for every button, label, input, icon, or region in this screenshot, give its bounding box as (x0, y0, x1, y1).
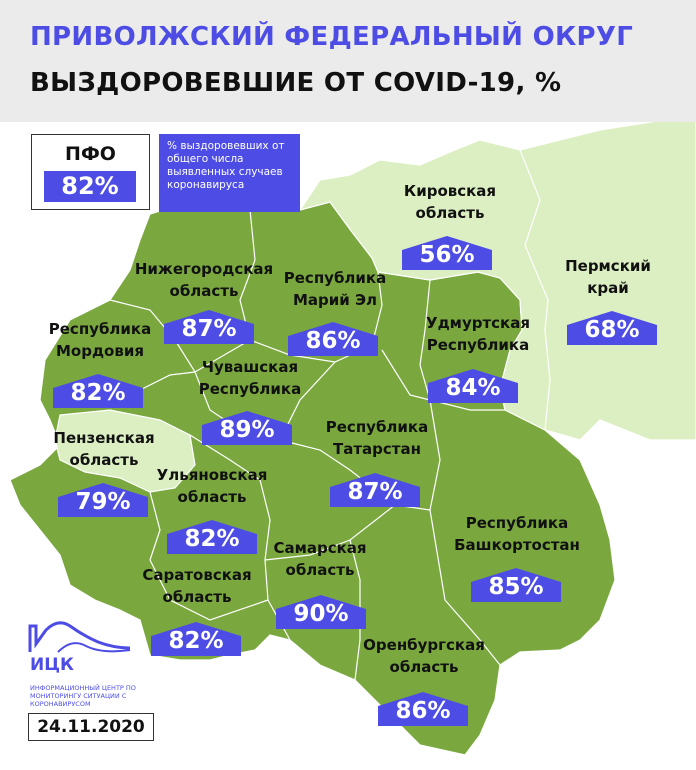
region-value-badge-penza (58, 483, 148, 517)
region-value: 68% (584, 317, 640, 343)
region-value: 86% (395, 698, 451, 724)
region-value-badge-ulyanovsk (167, 520, 257, 554)
region-value: 90% (293, 601, 349, 627)
region-name-ulyanovsk (157, 464, 268, 508)
region-name-kirov (404, 180, 496, 224)
region-name-line: область (177, 488, 247, 506)
region-value-badge-saratov (151, 622, 241, 656)
region-name-line: Мордовия (55, 342, 145, 360)
region-name-line: Республика (465, 514, 569, 532)
region-name-line: область (285, 561, 355, 579)
district-summary-label: ПФО (65, 143, 116, 165)
region-name-line: Пермский (565, 257, 651, 275)
region-name-line: Нижегородская (134, 260, 274, 278)
region-value: 84% (445, 375, 501, 401)
logo-icon (28, 620, 132, 654)
region-name-line: Чувашская (201, 358, 299, 376)
region-name-mordovia (49, 318, 151, 362)
region-name-line: Самарская (273, 539, 367, 557)
region-name-line: Республика (426, 336, 530, 354)
region-name-orenburg (363, 634, 485, 678)
region-name-line: Татарстан (333, 440, 421, 458)
region-name-line: Республика (325, 418, 429, 436)
region-value: 87% (181, 316, 237, 342)
region-name-line: Республика (198, 380, 302, 398)
region-value: 87% (347, 479, 403, 505)
region-name-line: область (389, 658, 459, 676)
region-name-nizhny (135, 258, 273, 302)
logo-subtitle: ИНФОРМАЦИОННЫЙ ЦЕНТР ПО МОНИТОРИНГУ СИТУАЦИИ С КОРОНАВИРУСОМ (30, 684, 136, 708)
region-name-line: край (587, 279, 629, 297)
region-name-samara (273, 537, 366, 581)
header (0, 0, 696, 122)
region-name-saratov (142, 564, 251, 608)
region-value-badge-kirov (402, 236, 492, 270)
region-name-line: Республика (48, 320, 152, 338)
region-name-line: Кировская (403, 182, 497, 200)
region-name-bashkortostan (454, 512, 580, 556)
region-name-line: Удмуртская (426, 314, 530, 332)
region-value-badge-mariel (288, 322, 378, 356)
title-metric: ВЫЗДОРОВЕВШИЕ ОТ COVID-19, % (30, 68, 562, 98)
region-value-badge-udmurt (428, 369, 518, 403)
region-name-line: Республика (283, 269, 387, 287)
title-district: ПРИВОЛЖСКИЙ ФЕДЕРАЛЬНЫЙ ОКРУГ (30, 22, 634, 52)
district-summary-value: 82% (44, 171, 136, 202)
region-name-udmurt (426, 312, 530, 356)
region-name-line: область (162, 588, 232, 606)
region-value: 82% (184, 526, 240, 552)
district-summary-box (31, 134, 150, 210)
region-value-badge-orenburg (378, 692, 468, 726)
report-date: 24.11.2020 (28, 713, 154, 741)
region-name-chuvash (199, 356, 301, 400)
region-name-mariel (284, 267, 386, 311)
region-name-line: Пензенская (53, 429, 155, 447)
region-name-penza (53, 427, 154, 471)
region-name-line: область (69, 451, 139, 469)
region-value-badge-bashkortostan (471, 568, 561, 602)
region-name-line: Башкортостан (454, 536, 580, 554)
region-value-badge-samara (276, 595, 366, 629)
region-name-line: область (415, 204, 485, 222)
region-value-badge-mordovia (53, 374, 143, 408)
region-value: 56% (419, 242, 475, 268)
region-value-badge-nizhny (164, 310, 254, 344)
region-name-line: Ульяновская (156, 466, 268, 484)
region-value: 82% (168, 628, 224, 654)
region-value: 89% (219, 417, 275, 443)
region-value-badge-perm (567, 311, 657, 345)
region-value-badge-chuvash (202, 411, 292, 445)
region-name-line: Оренбургская (363, 636, 485, 654)
region-value-badge-tatarstan (330, 473, 420, 507)
logo-name: ИЦК (30, 655, 74, 675)
region-value: 85% (488, 574, 544, 600)
region-name-line: Марий Эл (292, 291, 378, 309)
region-value: 86% (305, 328, 361, 354)
region-value: 82% (70, 380, 126, 406)
legend-note: % выздоровевших от общего числа выявленных случаев коронавируса (159, 134, 300, 212)
region-value: 79% (75, 489, 131, 515)
region-name-line: область (169, 282, 239, 300)
region-name-line: Саратовская (142, 566, 252, 584)
region-name-perm (565, 255, 651, 299)
region-name-tatarstan (326, 416, 428, 460)
